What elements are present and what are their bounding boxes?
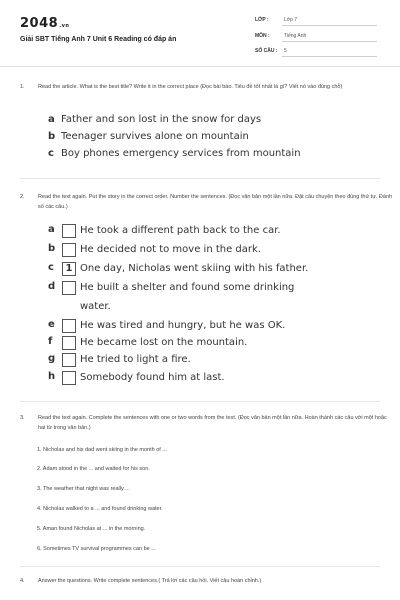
question-number: 3. [20,415,25,421]
completion-item: 1. Nicholas and his dad went skiing in the month of ... [37,447,167,453]
page-header [0,0,400,67]
sentence-text: He took a different path back to the car. [80,225,281,236]
order-box[interactable] [62,319,76,333]
completion-item: 5. Aman found Nicholas at ... in the morning. [37,526,146,532]
subject-label: MÔN : [255,33,270,39]
sentence-text: He tried to light a fire. [80,354,191,365]
sentence-letter: c [48,262,54,273]
count-underline [282,56,377,57]
option-text: Teenager survives alone on mountain [61,131,249,142]
site-logo[interactable] [20,16,69,31]
logo-text: 2048 [20,16,59,31]
question-number: 4. [20,578,25,584]
sentence-letter: e [48,319,55,330]
order-box[interactable]: 1 [62,262,76,276]
option-text: Father and son lost in the snow for days [61,114,262,125]
sentence-text: He became lost on the mountain. [80,337,248,348]
option-letter: a [48,114,55,125]
question-number: 2. [20,194,25,200]
document-title: Giải SBT Tiếng Anh 7 Unit 6 Reading có đáp án [20,36,177,43]
order-box[interactable] [62,281,76,295]
sentence-letter: f [48,336,53,347]
option-letter: b [48,131,56,142]
class-value: Lớp 7 [284,17,298,23]
order-box[interactable] [62,353,76,367]
sentence-text: Somebody found him at last. [80,372,225,383]
sentence-text: water. [80,301,111,312]
section-divider [20,566,380,567]
subject-value: Tiếng Anh [284,33,307,39]
question-number: 1. [20,84,25,90]
class-underline [282,25,377,26]
completion-item: 3. The weather that night was really ... [37,486,130,492]
order-box[interactable] [62,224,76,238]
sentence-letter: h [48,371,56,382]
sentence-text: One day, Nicholas went skiing with his father. [80,263,309,274]
completion-item: 4. Nicholas walked to a ... and found drinking water. [37,506,163,512]
section-divider [20,178,380,179]
option-text: Boy phones emergency services from mountain [61,148,301,159]
count-value: 5 [284,48,287,54]
sentence-text: He decided not to move in the dark. [80,244,261,255]
completion-item: 2. Adam stood in the ... and waited for his son. [37,466,150,472]
option-letter: c [48,148,54,159]
count-label: SỐ CÂU : [255,48,278,54]
order-box[interactable] [62,336,76,350]
section-divider [20,401,380,402]
sentence-letter: d [48,281,56,292]
order-box[interactable] [62,371,76,385]
question-prompt: Read the text again. Complete the sentences with one or two words from the text. (Đọc văn bản một lần nữa. Hoàn thành các câu với một hoặc hai từ trong văn bản.) [38,415,387,431]
completion-item: 6. Sometimes TV survival programmes can be ... [37,546,156,552]
class-label: LỚP : [255,17,269,23]
order-box[interactable] [62,243,76,257]
subject-underline [282,41,377,42]
sentence-letter: g [48,353,56,364]
sentence-letter: a [48,224,55,235]
question-prompt: Read the text again. Put the story in the correct order. Number the sentences. (Đọc văn bản một lần nữa. Đặt câu chuyện theo đúng thứ tự. Đánh số các câu.) [38,194,393,210]
logo-suffix: .vn [59,23,70,29]
sentence-letter: b [48,243,56,254]
question-prompt: Answer the questions. Write complete sentences.( Trả lời các câu hỏi. Viết câu hoàn chỉnh.) [38,578,262,584]
sentence-text: He built a shelter and found some drinking [80,282,295,293]
sentence-text: He was tired and hungry, but he was OK. [80,320,286,331]
question-prompt: Read the article. What is the best title? Write it in the correct place (Đọc bài báo. Tiêu đề tốt nhất là gì? Viết nó vào đúng chỗ) [38,84,343,90]
